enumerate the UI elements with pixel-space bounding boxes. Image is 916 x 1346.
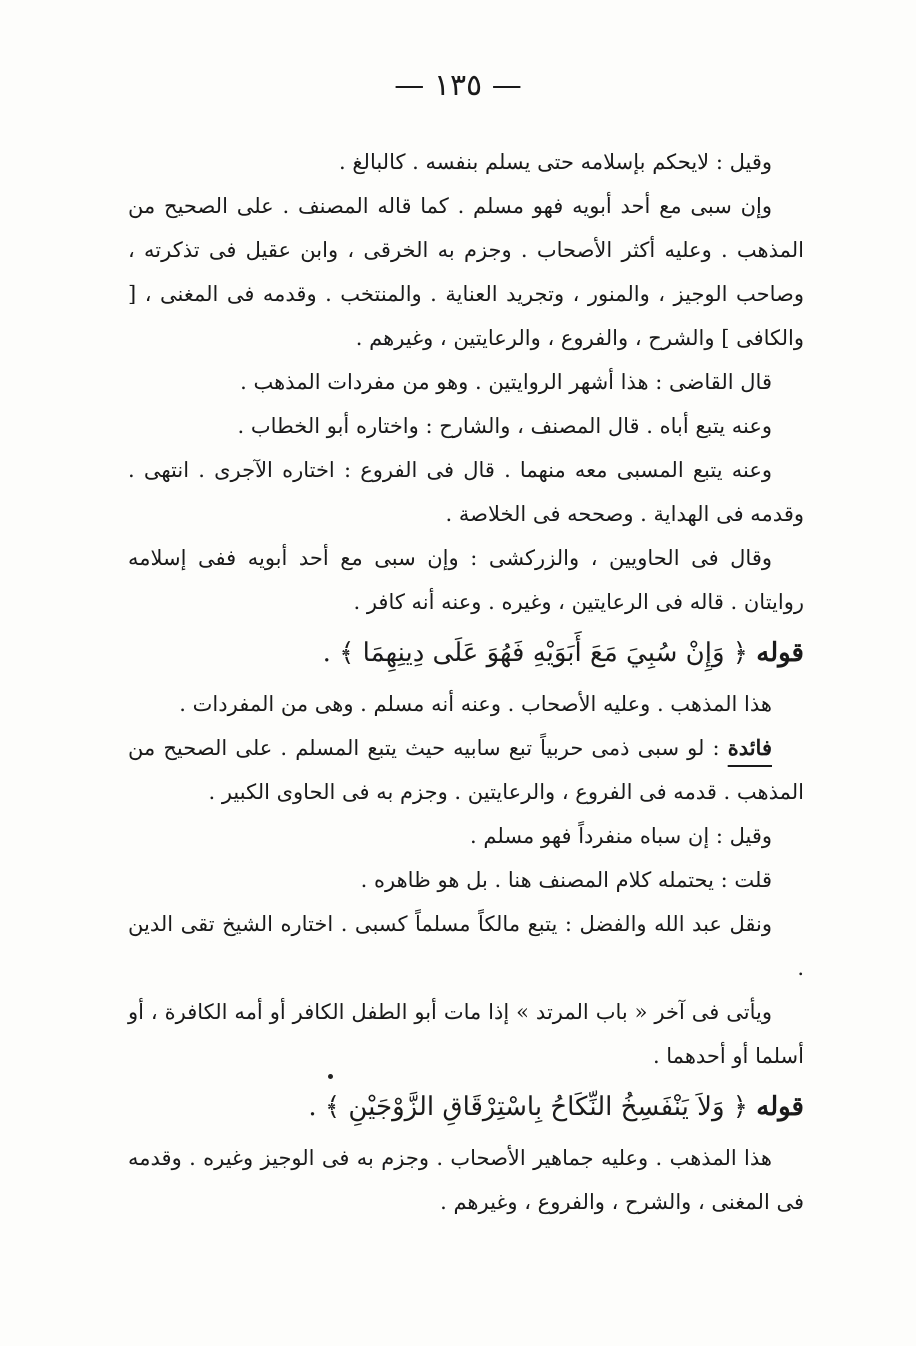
quote-lead-1: قوله	[756, 638, 804, 668]
paragraph-4: وعنه يتبع أباه . قال المصنف ، والشارح : واختاره أبو الخطاب .	[237, 414, 772, 438]
faidah-paragraph	[128, 726, 804, 814]
faidah-label: فائدة	[727, 735, 772, 760]
paragraph-7: هذا المذهب . وعليه الأصحاب . وعنه أنه مسلم . وهى من المفردات .	[179, 692, 772, 716]
quote-text-2: ﴿ وَلاَ يَنْفَسِخُ النِّكَاحُ بِاسْتِرْقَاقِ الزَّوْجَيْنِ ﴾ .	[308, 1092, 748, 1122]
paragraph-9: قلت : يحتمله كلام المصنف هنا . بل هو ظاهره .	[360, 868, 772, 892]
quote-text-1: ﴿ وَإِنْ سُبِيَ مَعَ أَبَوَيْهِ فَهُوَ عَلَى دِينِهِمَا ﴾ .	[322, 638, 748, 668]
page-number: — ١٣٥ —	[394, 68, 522, 103]
page-body	[128, 140, 804, 1224]
paragraph-10: ونقل عبد الله والفضل : يتبع مالكاً مسلماً كسبى . اختاره الشيخ تقى الدين .	[128, 912, 804, 980]
faidah-text: : لو سبى ذمى حربياً تبع سابيه حيث يتبع المسلم . على الصحيح من المذهب . قدمه فى الفروع ، والرعايتين . وجزم به فى الحاوى الكبير .	[128, 736, 804, 804]
paragraph-3: قال القاضى : هذا أشهر الروايتين . وهو من مفردات المذهب .	[240, 370, 772, 394]
paragraph-6: وقال فى الحاويين ، والزركشى : وإن سبى مع أحد أبويه ففى إسلامه روايتان . قاله فى الرعايتين ، وغيره . وعنه أنه كافر .	[128, 546, 804, 614]
paragraph-1: وقيل : لايحكم بإسلامه حتى يسلم بنفسه . كالبالغ .	[339, 150, 772, 174]
ink-speck	[328, 1074, 333, 1079]
quote-lead-2: قوله	[756, 1092, 804, 1122]
paragraph-last: هذا المذهب . وعليه جماهير الأصحاب . وجزم به فى الوجيز وغيره . وقدمه فى المغنى ، والشرح ، والفروع ، وغيرهم .	[128, 1146, 804, 1214]
paragraph-8: وقيل : إن سباه منفرداً فهو مسلم .	[470, 824, 772, 848]
paragraph-5: وعنه يتبع المسبى معه منهما . قال فى الفروع : اختاره الآجرى . انتهى . وقدمه فى الهداية . وصححه فى الخلاصة .	[128, 458, 804, 526]
paragraph-11: ويأتى فى آخر « باب المرتد » إذا مات أبو الطفل الكافر أو أمه الكافرة ، أو أسلما أو أحدهما .	[128, 1000, 804, 1068]
quote-heading-2	[128, 1080, 804, 1134]
quote-heading-1	[128, 626, 804, 680]
paragraph-2: وإن سبى مع أحد أبويه فهو مسلم . كما قاله المصنف . على الصحيح من المذهب . وعليه أكثر الأصحاب . وجزم به الخرقى ، وابن عقيل فى تذكرته ، وصاحب الوجيز ، والمنور ، وتجريد العناية . والمنتخب . وقدمه فى المغنى ، [ والكافى ] والشرح ، والفروع ، والرعايتين ، وغيرهم .	[128, 194, 804, 350]
